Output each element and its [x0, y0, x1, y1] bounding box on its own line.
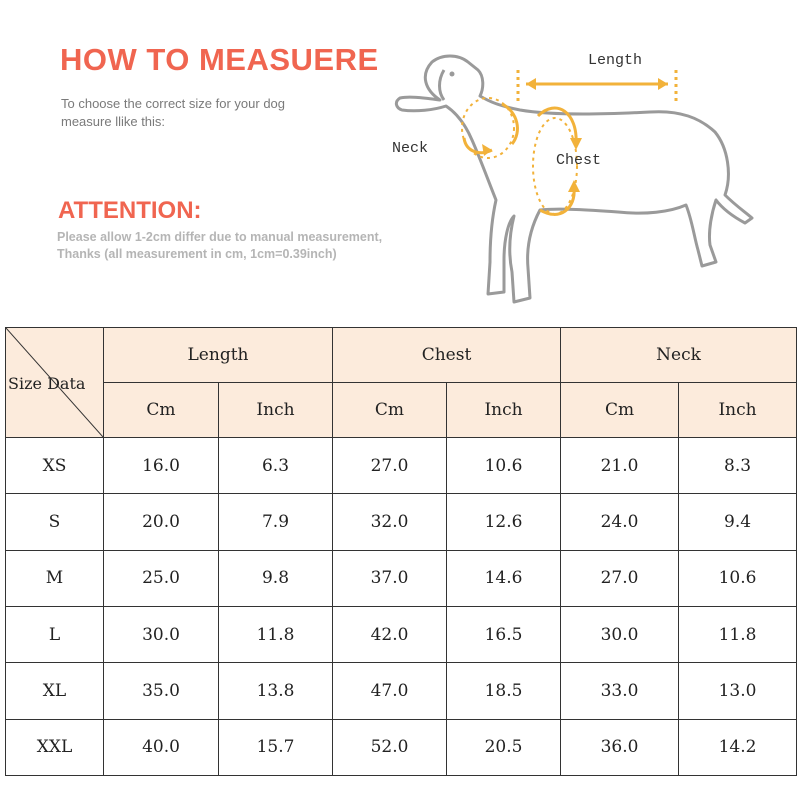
value-cell: 27.0: [333, 438, 447, 494]
value-cell: 42.0: [333, 606, 447, 662]
value-cell: 6.3: [219, 438, 333, 494]
page-title: HOW TO MEASUERE: [60, 42, 379, 77]
size-cell: M: [6, 550, 104, 606]
value-cell: 37.0: [333, 550, 447, 606]
instruction-line-2: measure llike this:: [61, 114, 166, 129]
unit-header-cell: Cm: [561, 383, 679, 438]
value-cell: 30.0: [561, 606, 679, 662]
value-cell: 16.5: [447, 606, 561, 662]
value-cell: 25.0: [104, 550, 219, 606]
value-cell: 20.5: [447, 719, 561, 775]
attention-heading: ATTENTION:: [58, 197, 202, 224]
size-cell: S: [6, 494, 104, 550]
attention-note-line-2: Thanks (all measurement in cm, 1cm=0.39inch): [57, 247, 337, 261]
value-cell: 10.6: [679, 550, 797, 606]
table-row: [6, 663, 797, 719]
value-cell: 16.0: [104, 438, 219, 494]
value-cell: 40.0: [104, 719, 219, 775]
unit-header-cell: Inch: [447, 383, 561, 438]
neck-label: Neck: [392, 140, 429, 157]
dog-outline: [396, 56, 752, 302]
value-cell: 35.0: [104, 663, 219, 719]
unit-header-cell: Cm: [333, 383, 447, 438]
value-cell: 9.8: [219, 550, 333, 606]
length-arrow-right-head: [658, 78, 668, 90]
value-cell: 52.0: [333, 719, 447, 775]
dog-measurement-diagram: [380, 40, 780, 330]
value-cell: 21.0: [561, 438, 679, 494]
group-header-neck: Neck: [561, 328, 797, 383]
value-cell: 14.6: [447, 550, 561, 606]
unit-header-row: [6, 383, 797, 438]
dog-ear: [440, 70, 445, 100]
size-cell: XS: [6, 438, 104, 494]
table-row: [6, 719, 797, 775]
unit-header-cell: Cm: [104, 383, 219, 438]
instruction-line-1: To choose the correct size for your dog: [61, 96, 286, 111]
unit-header-cell: Inch: [219, 383, 333, 438]
neck-arrow-head: [482, 144, 492, 156]
size-cell: XL: [6, 663, 104, 719]
value-cell: 13.8: [219, 663, 333, 719]
corner-data-label: Data: [47, 374, 86, 393]
chest-top-arrow-head: [570, 138, 582, 150]
dog-illustration: [380, 40, 780, 330]
value-cell: 32.0: [333, 494, 447, 550]
attention-note-line-1: Please allow 1-2cm differ due to manual measurement,: [57, 230, 383, 244]
value-cell: 8.3: [679, 438, 797, 494]
value-cell: 20.0: [104, 494, 219, 550]
value-cell: 10.6: [447, 438, 561, 494]
value-cell: 11.8: [219, 606, 333, 662]
value-cell: 12.6: [447, 494, 561, 550]
corner-size-label: Size: [8, 374, 42, 393]
value-cell: 47.0: [333, 663, 447, 719]
value-cell: 27.0: [561, 550, 679, 606]
size-data-corner-cell: [6, 328, 104, 438]
chest-bottom-arrow-head: [568, 180, 580, 192]
value-cell: 14.2: [679, 719, 797, 775]
value-cell: 13.0: [679, 663, 797, 719]
size-cell: L: [6, 606, 104, 662]
attention-note: [57, 229, 417, 263]
value-cell: 24.0: [561, 494, 679, 550]
group-header-length: Length: [104, 328, 333, 383]
value-cell: 15.7: [219, 719, 333, 775]
value-cell: 7.9: [219, 494, 333, 550]
length-label: Length: [588, 52, 643, 69]
size-cell: XXL: [6, 719, 104, 775]
group-header-row: [6, 328, 797, 383]
unit-header-cell: Inch: [679, 383, 797, 438]
size-chart-table: [5, 327, 797, 776]
value-cell: 9.4: [679, 494, 797, 550]
table-row: [6, 550, 797, 606]
value-cell: 30.0: [104, 606, 219, 662]
chest-label: Chest: [556, 152, 602, 169]
table-row: [6, 606, 797, 662]
value-cell: 33.0: [561, 663, 679, 719]
table-row: [6, 494, 797, 550]
group-header-chest: Chest: [333, 328, 561, 383]
value-cell: 18.5: [447, 663, 561, 719]
length-arrow-left-head: [526, 78, 536, 90]
instruction-text: [61, 95, 341, 131]
dog-eye: [450, 72, 455, 77]
table-row: [6, 438, 797, 494]
value-cell: 11.8: [679, 606, 797, 662]
value-cell: 36.0: [561, 719, 679, 775]
